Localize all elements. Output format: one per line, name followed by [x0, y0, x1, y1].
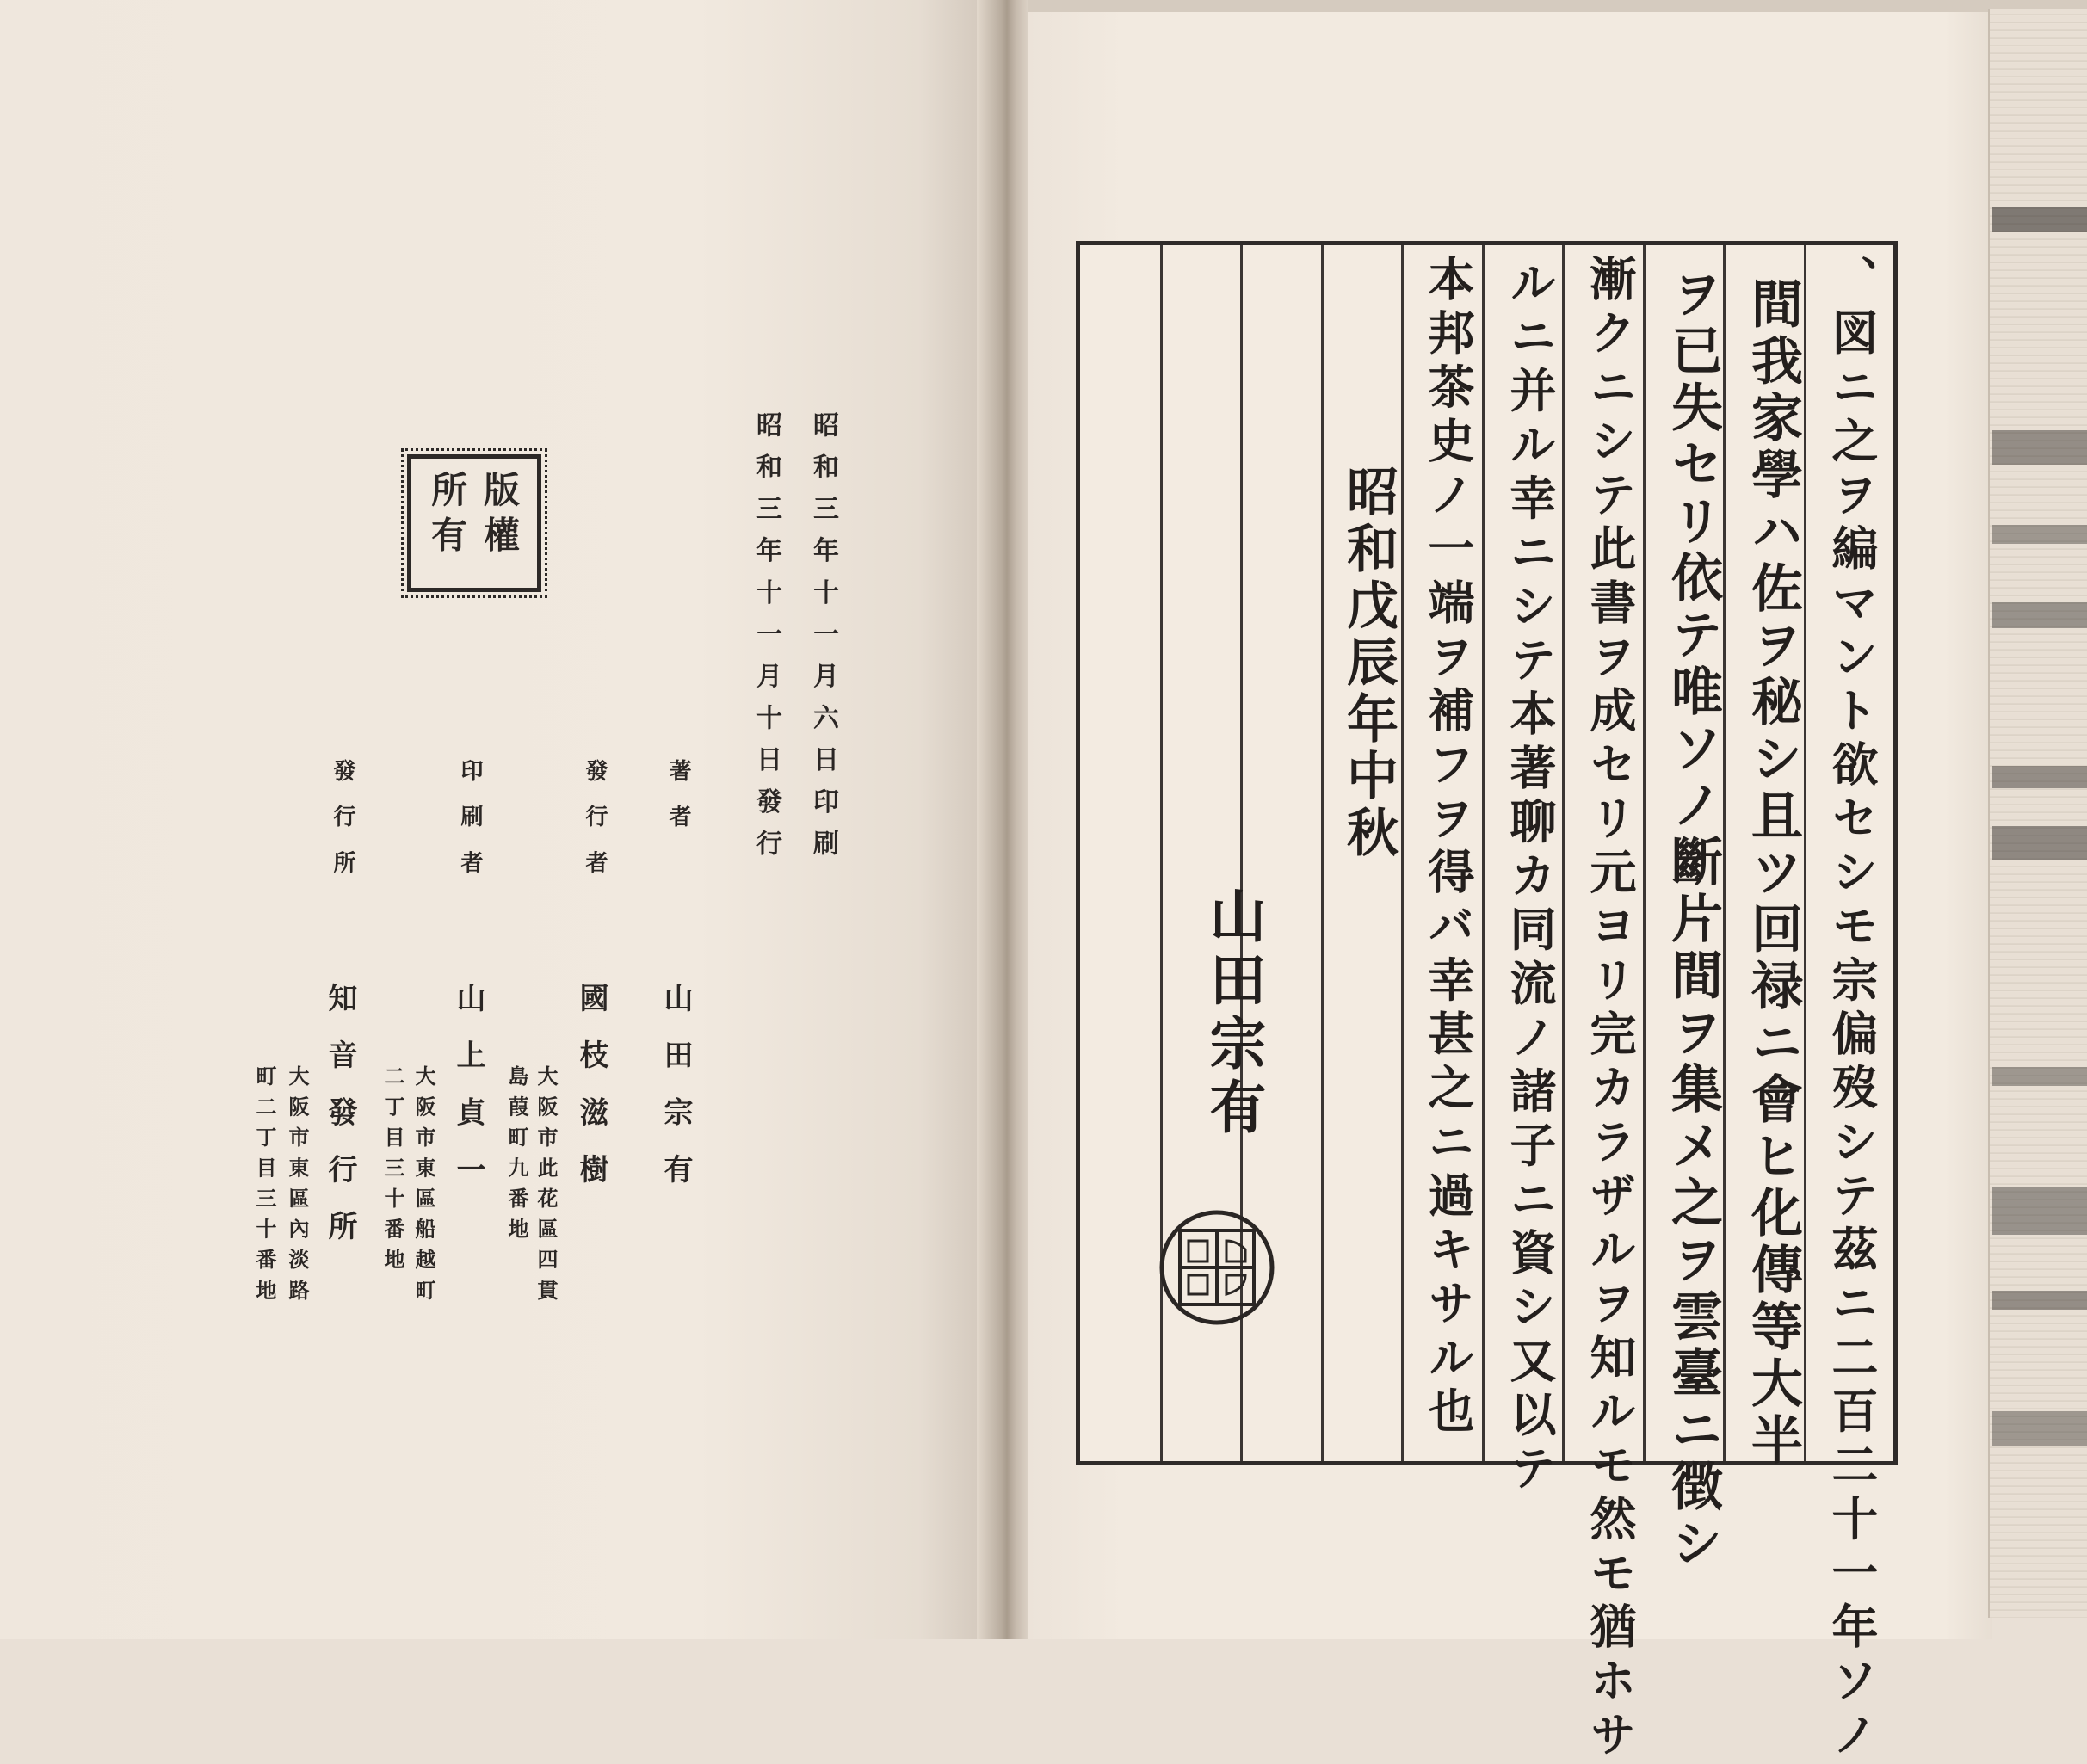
manuscript-signature: 山田宗有: [1200, 886, 1267, 1141]
manuscript-column-5: ルニ并ル幸ニシテ本著聊カ同流ノ諸子ニ資シ又以テ: [1503, 258, 1558, 1498]
page-stack-edge: [1988, 9, 2087, 1618]
print-date: 昭和三年十一月六日印刷: [808, 411, 838, 872]
copyright-stamp: [407, 454, 541, 592]
publishing-house-name: 知音發行所: [323, 983, 357, 1268]
edge-shadow: [1992, 207, 2087, 232]
publisher-address-2: 島葭町九番地: [504, 1065, 529, 1249]
publisher-name: 國枝滋樹: [574, 983, 608, 1212]
edge-shadow: [1992, 1411, 2087, 1446]
manuscript-column-4: 漸クニシテ此書ヲ成セリ元ヨリ完カラザルヲ知ルモ然モ猶ホサ: [1583, 255, 1638, 1764]
edge-shadow: [1992, 1291, 2087, 1310]
printer-address-1: 大阪市東區船越町: [411, 1065, 436, 1311]
manuscript-column-2: 間我家學ハ佐ヲ秘シ且ツ回禄ニ會ヒ化傳等大半: [1743, 277, 1803, 1470]
manuscript-column-6: 本邦茶史ノ一端ヲ補フヲ得バ幸甚之ニ過キサル也: [1421, 255, 1476, 1441]
edge-shadow: [1992, 1067, 2087, 1086]
column-rule: [1401, 245, 1404, 1461]
printer-name: 山上貞一: [451, 983, 485, 1212]
publishing-house-role: 發行所: [330, 759, 355, 897]
copyright-line-1: 版權: [479, 471, 521, 561]
edge-shadow: [1992, 766, 2087, 788]
manuscript-column-3: ヲ已失セリ依テ唯ソノ斷片間ヲ集メ之ヲ雲臺ニ徴シ: [1663, 267, 1723, 1573]
publisher-role: 發行者: [582, 759, 608, 897]
publish-date: 昭和三年十一月十日發行: [751, 411, 781, 872]
publishing-house-address-1: 大阪市東區內淡路: [285, 1065, 310, 1311]
publishing-house-address-2: 町二丁目三十番地: [252, 1065, 277, 1311]
printer-address-2: 二丁目三十番地: [380, 1065, 405, 1280]
left-page: [0, 0, 998, 1639]
column-rule: [1723, 245, 1726, 1461]
column-rule: [1482, 245, 1485, 1461]
copyright-line-2: 所有: [426, 471, 469, 561]
edge-shadow: [1992, 826, 2087, 860]
printer-role: 印刷者: [457, 759, 483, 897]
seal-stamp-icon: [1156, 1206, 1278, 1329]
edge-shadow: [1992, 430, 2087, 465]
publisher-address-1: 大阪市此花區四貫: [534, 1065, 559, 1311]
edge-shadow: [1992, 602, 2087, 628]
author-role: 著者: [665, 759, 691, 851]
manuscript-date-line: 昭和戊辰年中秋: [1338, 465, 1399, 862]
column-rule: [1804, 245, 1806, 1461]
edge-shadow: [1992, 525, 2087, 544]
page-top-edge: [1028, 0, 2087, 12]
author-name: 山田宗有: [658, 983, 693, 1212]
column-rule: [1321, 245, 1324, 1461]
column-rule: [1643, 245, 1646, 1461]
column-rule: [1562, 245, 1565, 1461]
edge-shadow: [1992, 1187, 2087, 1235]
manuscript-column-1: 、図ニ之ヲ編マント欲セシモ宗偏歿シテ茲ニ二百二十一年ソノ: [1825, 255, 1880, 1764]
